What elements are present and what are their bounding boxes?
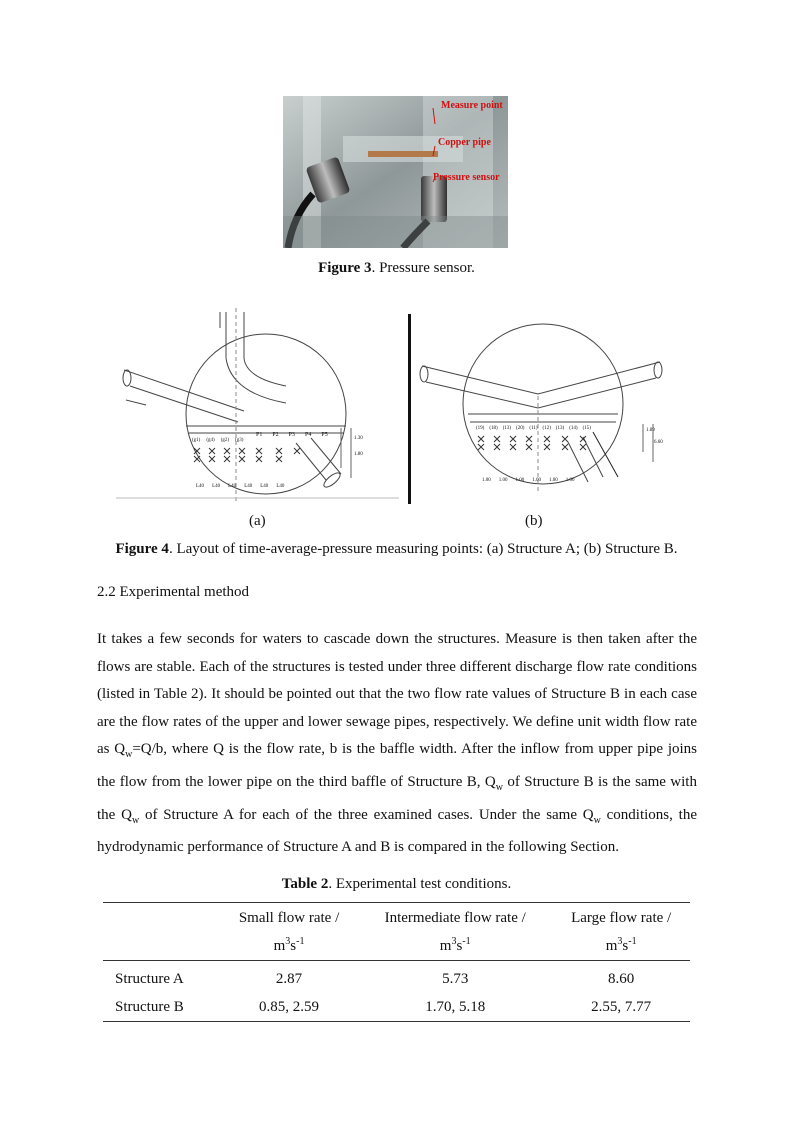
figure-4a-sublabel: (a) (249, 513, 266, 529)
label-pressure-sensor: Pressure sensor (433, 172, 500, 183)
table-header-row (103, 903, 690, 931)
panel-b-dims-bottom: 1.00 1.00 1.00 1.00 1.00 1.00 (482, 478, 575, 483)
label-copper-pipe: Copper pipe (438, 137, 491, 148)
panel-a-left-labels: (g1) (g4) (g2) (g3) (192, 438, 244, 443)
table-row (103, 961, 690, 994)
header-small-flow: Small flow rate / (238, 909, 340, 926)
cell-large: 8.60 (608, 970, 635, 987)
panel-a-dim-right-1: 1.30 (354, 436, 363, 441)
body-paragraph: It takes a few seconds for waters to cascade down the structures. Measure is then taken after the flows are stable. Each of the structures is tested under three different discharge flow rate conditions (listed in Table 2). It should be pointed out that the two flow rate values of Structure B in each case are the flow rates of the upper and lower sewage pipes, respectively. We define unit width flow rate as $Q_w=Q/b$, where Q is the flow rate, b is the baffle width. After the inflow from upper pipe joins the flow from the lower pipe on the third baffle of Structure B, $Q_w$ of Structure B is the same with the $Q_w$ of Structure A for each of the three examined cases. Under the same $Q_w$ conditions, the hydrodynamic performance of Structure A and B is compared in the following Section. (97, 631, 697, 856)
table-row (103, 993, 690, 1022)
pressure-sensor-photo (283, 96, 508, 248)
panel-b-dim-right-2: 6.60 (654, 440, 663, 445)
panel-a-dim-right-2: 1.80 (354, 452, 363, 457)
figure-3-caption: Figure 3. Pressure sensor. (318, 260, 475, 276)
cell-large: 2.55, 7.77 (591, 998, 652, 1015)
cell-small: 0.85, 2.59 (259, 998, 320, 1015)
figure-4a-diagram (116, 308, 399, 504)
cell-small: 2.87 (275, 970, 303, 987)
label-measure-point: Measure point (441, 100, 503, 111)
table-2-caption: Table 2. Experimental test conditions. (281, 876, 512, 892)
panel-a-dims-bottom: L40 L40 L40 L40 L40 L40 (196, 484, 285, 489)
figure-4-divider (408, 314, 411, 504)
header-intermediate-flow: Intermediate flow rate / (384, 909, 526, 926)
experimental-conditions-table (103, 902, 690, 1022)
unit-intermediate: $m^3s^{-1}$ (439, 935, 471, 954)
figure-4-caption: Figure 4. Layout of time-average-pressure measuring points: (a) Structure A; (b) Structure B. (115, 541, 678, 557)
unit-small: $m^3s^{-1}$ (273, 935, 305, 954)
figure-4b-sublabel: (b) (525, 513, 543, 529)
cell-intermediate: 1.70, 5.18 (425, 998, 486, 1015)
table-unit-row (103, 930, 690, 961)
row-label: Structure A (115, 970, 184, 987)
header-large-flow: Large flow rate / (571, 909, 672, 926)
section-heading: 2.2 Experimental method (97, 584, 250, 600)
unit-large: $m^3s^{-1}$ (605, 935, 637, 954)
table-header-blank (103, 903, 220, 931)
panel-b-point-labels: (19) (18) (13) (20) (11) (12) (13) (14) (15) (476, 426, 591, 431)
cell-intermediate: 5.73 (442, 970, 469, 987)
row-label: Structure B (115, 998, 184, 1015)
panel-b-dim-right-1: 1.89 (646, 428, 655, 433)
figure-4b-diagram (418, 312, 664, 502)
panel-a-point-labels: P1 P2 P3 P4 P5 (256, 432, 328, 438)
